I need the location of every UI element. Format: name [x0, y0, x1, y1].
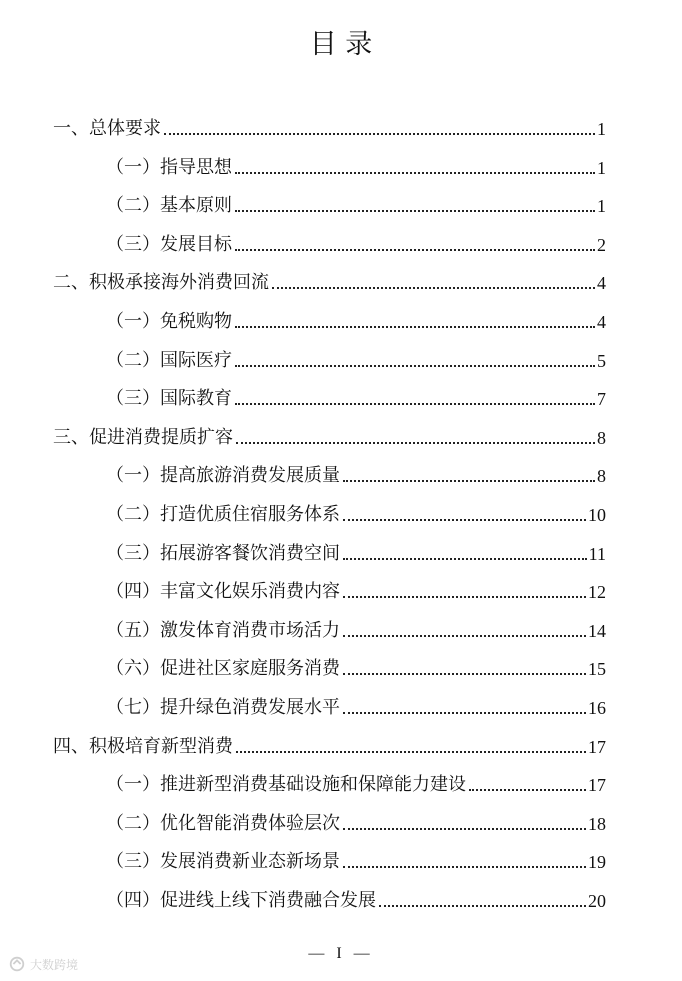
toc-entry-page-number: 18: [588, 813, 606, 834]
toc-entry-page-number: 10: [588, 505, 606, 525]
toc-dot-leader: [343, 558, 587, 560]
toc-dot-leader: [343, 635, 586, 637]
toc-entry-page-number: 20: [588, 891, 606, 911]
toc-subsection-entry[interactable]: [106, 304, 606, 334]
toc-subsection-entry[interactable]: [106, 574, 606, 604]
toc-entry-page-number: 17: [588, 775, 606, 796]
toc-entry-page-number: 11: [588, 543, 606, 564]
toc-subsection-entry[interactable]: [106, 806, 606, 836]
toc-entry-label: （三）发展消费新业态新场景: [106, 851, 340, 873]
toc-entry-label: （二）基本原则: [106, 195, 232, 217]
toc-subsection-entry[interactable]: [106, 651, 606, 681]
toc-entry-label: （三）发展目标: [106, 233, 232, 255]
page-title: 目 录: [309, 29, 373, 60]
toc-dot-leader: [343, 866, 586, 868]
toc-entry-label: （三）拓展游客餐饮消费空间: [106, 542, 340, 564]
toc-entry-label: 四、积极培育新型消费: [53, 735, 233, 757]
toc-dot-leader: [235, 365, 595, 367]
toc-entry-label: （三）国际教育: [106, 388, 232, 410]
toc-dot-leader: [235, 249, 595, 251]
toc-entry-label: 三、促进消费提质扩容: [53, 426, 233, 448]
toc-entry-page-number: 1: [597, 196, 606, 217]
toc-subsection-entry[interactable]: [106, 844, 606, 874]
toc-entry-label: （四）促进线上线下消费融合发展: [106, 890, 376, 911]
toc-section-entry[interactable]: [53, 420, 606, 450]
toc-entry-page-number: 17: [588, 736, 606, 757]
toc-entry-page-number: 4: [597, 273, 606, 294]
toc-subsection-entry[interactable]: [106, 381, 606, 411]
toc-dot-leader: [236, 751, 586, 753]
toc-entry-page-number: 8: [597, 466, 606, 487]
toc-entry-page-number: 16: [588, 698, 606, 718]
toc-entry-label: （一）推进新型消费基础设施和保障能力建设: [106, 774, 466, 796]
toc-subsection-entry[interactable]: [106, 767, 606, 797]
toc-dot-leader: [164, 133, 595, 135]
toc-entry-page-number: 2: [597, 234, 606, 255]
toc-entry-label: （一）提高旅游消费发展质量: [106, 465, 340, 487]
toc-entry-label: （二）国际医疗: [106, 349, 232, 371]
toc-dot-leader: [235, 326, 595, 328]
toc-dot-leader: [272, 287, 595, 289]
watermark: [8, 955, 78, 973]
toc-subsection-entry[interactable]: [106, 458, 606, 488]
toc-subsection-entry[interactable]: [106, 188, 606, 218]
toc-dot-leader: [343, 828, 586, 830]
toc-entry-page-number: 1: [597, 119, 606, 139]
toc-dot-leader: [343, 712, 586, 714]
toc-entry-page-number: 12: [588, 582, 606, 603]
toc-dot-leader: [343, 673, 586, 675]
toc-subsection-entry[interactable]: [106, 690, 606, 720]
toc-dot-leader: [343, 519, 586, 521]
toc-dot-leader: [343, 596, 586, 598]
toc-entry-label: （一）免税购物: [106, 311, 232, 332]
toc-dot-leader: [235, 172, 595, 174]
toc-entry-label: 一、总体要求: [53, 118, 161, 139]
toc-subsection-entry[interactable]: [106, 150, 606, 180]
toc-entry-label: （一）指导思想: [106, 156, 232, 178]
toc-dot-leader: [469, 789, 586, 791]
toc-subsection-entry[interactable]: [106, 343, 606, 373]
toc-dot-leader: [235, 210, 595, 212]
toc-section-entry[interactable]: [53, 265, 606, 295]
toc-entry-page-number: 1: [597, 157, 606, 178]
toc-entry-page-number: 19: [588, 852, 606, 873]
toc-entry-label: （七）提升绿色消费发展水平: [106, 697, 340, 718]
toc-entry-label: （二）打造优质住宿服务体系: [106, 504, 340, 525]
toc-subsection-entry[interactable]: [106, 536, 606, 566]
toc-entry-label: （五）激发体育消费市场活力: [106, 619, 340, 641]
toc-entry-label: （二）优化智能消费体验层次: [106, 812, 340, 834]
toc-section-entry[interactable]: [53, 729, 606, 759]
toc-entry-label: （四）丰富文化娱乐消费内容: [106, 581, 340, 603]
toc-entry-label: （六）促进社区家庭服务消费: [106, 658, 340, 680]
toc-entry-page-number: 14: [588, 620, 606, 641]
toc-dot-leader: [379, 905, 586, 907]
watermark-text: 大数跨境: [30, 957, 79, 972]
toc-section-entry[interactable]: [53, 111, 606, 141]
toc-subsection-entry[interactable]: [106, 883, 606, 913]
page-number-footer: — I —: [308, 945, 374, 962]
toc-dot-leader: [235, 403, 595, 405]
toc-dot-leader: [343, 480, 595, 482]
toc-entry-label: 二、积极承接海外消费回流: [53, 272, 269, 294]
toc-entry-page-number: 7: [597, 389, 606, 410]
toc-entry-page-number: 15: [588, 659, 606, 680]
toc-entry-page-number: 8: [597, 427, 606, 448]
toc-entry-page-number: 4: [597, 312, 606, 332]
watermark-logo-icon: [8, 955, 26, 973]
toc-subsection-entry[interactable]: [106, 497, 606, 527]
toc-entry-page-number: 5: [597, 350, 606, 371]
toc-dot-leader: [236, 442, 595, 444]
toc-subsection-entry[interactable]: [106, 613, 606, 643]
toc-subsection-entry[interactable]: [106, 227, 606, 257]
